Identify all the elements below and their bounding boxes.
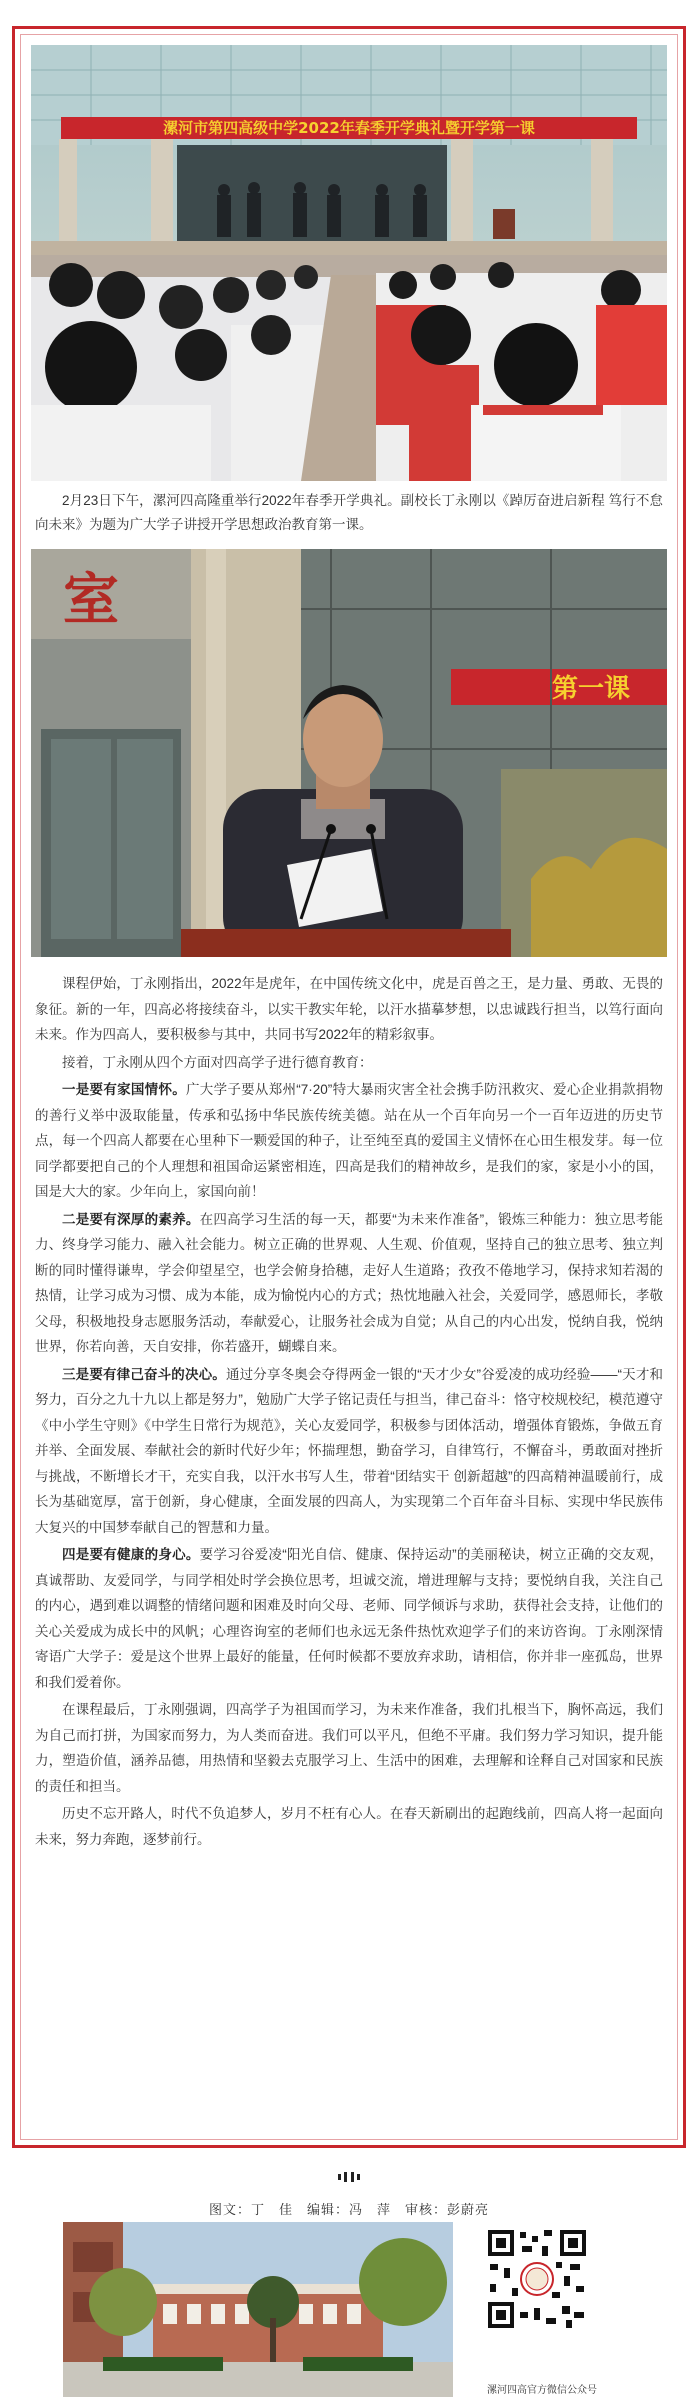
wall-sign-char: 室 xyxy=(63,568,119,633)
credits-line: 图文：丁 佳 编辑：冯 萍 审核：彭蔚亮 xyxy=(208,2202,489,2217)
paragraph-lead: 二是要有深厚的素养。 xyxy=(62,1211,200,1227)
speaker-photo xyxy=(31,549,667,957)
qr-caption: 漯河四高官方微信公众号 xyxy=(487,2385,597,2396)
paragraph: 历史不忘开路人，时代不负追梦人，岁月不枉有心人。在春天新刷出的起跑线前，四高人将一起面向未来，努力奔跑，逐梦前行。 xyxy=(35,1806,663,1847)
paragraph: 接着，丁永刚从四个方面对四高学子进行德育教育： xyxy=(62,1054,373,1070)
article-content xyxy=(31,45,667,1854)
ceremony-photo xyxy=(31,45,667,481)
paragraph: 在课程最后，丁永刚强调，四高学子为祖国而学习，为未来作准备，我们扎根当下，胸怀高远，我们为自己而打拼，为国家而努力，为人类而奋进。我们可以平凡，但绝不平庸。我们努力学习知识，提升能力，塑造价值，涵养品德，用热情和坚毅去克服学习上、生活中的困难，去理解和诠释自己对国家和民族的责任和担当。 xyxy=(35,1702,663,1794)
campus-photo xyxy=(63,2222,453,2397)
paragraph: 课程伊始，丁永刚指出，2022年是虎年，在中国传统文化中，虎是百兽之王，是力量、勇敢、无畏的象征。新的一年，四高必将接续奋斗，以实干教实年轮，以汗水描摹梦想，以忠诚践行担当，以笃行面向未来。作为四高人，要积极参与其中，共同书写2022年的精彩叙事。 xyxy=(35,976,663,1042)
ceremony-banner-text: 漯河市第四高级中学2022年春季开学典礼暨开学第一课 xyxy=(163,119,535,137)
section-end-icon xyxy=(337,2172,361,2182)
ceremony-caption: 2月23日下午，漯河四高隆重举行2022年春季开学典礼。副校长丁永刚以《踔厉奋进启新程 笃行不怠向未来》为题为广大学子讲授开学思想政治教育第一课。 xyxy=(35,493,663,532)
paragraph-lead: 三是要有律己奋斗的决心。 xyxy=(62,1366,226,1382)
paragraph: 一是要有家国情怀。广大学子要从郑州“7·20”特大暴雨灾害全社会携手防汛救灾、爱心企业捐款捐物的善行义举中汲取能量，传承和弘扬中华民族传统美德。站在从一个百年向另一个一百年迈进的历史节点，每一个四高人都要在心里种下一颗爱国的种子，让至纯至真的爱国主义情怀在心田生根发芽。每一位同学都要把自己的个人理想和祖国命运紧密相连，四高是我们的精神故乡，是我们的家，家是小小的国，国是大大的家。少年向上，家国向前！ xyxy=(35,1082,664,1199)
paragraph: 四是要有健康的身心。要学习谷爱凌“阳光自信、健康、保持运动”的美丽秘诀，树立正确的交友观，真诚帮助、友爱同学，与同学相处时学会换位思考，坦诚交流，增进理解与支持；要悦纳自我，关注自己的内心，遇到难以调整的情绪问题和困难及时向父母、老师、同学倾诉与求助，获得社会支持，让他们的关心关爱成为成长中的风帆；心理咨询室的老师们也永远无条件热忱欢迎学子们的来访咨询。丁永刚深情寄语广大学子：爱是这个世界上最好的能量，任何时候都不要放弃求助，请相信，你并非一座孤岛，世界和我们爱着你。 xyxy=(35,1547,664,1690)
speaker-banner-text: 第一课 xyxy=(551,674,631,704)
paragraph: 二是要有深厚的素养。在四高学习生活的每一天，都要“为未来作准备”，锻炼三种能力：独立思考能力、终身学习能力、融入社会能力。树立正确的世界观、人生观、价值观，坚持自己的独立思考、独立判断的同时懂得谦卑，学会仰望星空，也学会俯身拾穗，走好人生道路；孜孜不倦地学习，保持求知若渴的热情，让学习成为习惯、成为本能，成为愉悦内心的方式；热忱地融入社会，关爱同学，感恩师长，孝敬父母，积极地投身志愿服务活动，奉献爱心，让服务社会成为自觉；从自己的内心出发，悦纳自我，悦纳世界，你若向善，天自安排，你若盛开，蝴蝶自来。 xyxy=(35,1211,664,1354)
paragraph: 三是要有律己奋斗的决心。通过分享冬奥会夺得两金一银的“天才少女”谷爱凌的成功经验——“天才和努力，百分之九十九以上都是努力”，勉励广大学子铭记责任与担当，律己奋斗：恪守校规校纪，模范遵守《中小学生守则》《中学生日常行为规范》，关心友爱同学，积极参与团体活动，增强体育锻炼，争做五育并举、全面发展、奉献社会的新时代好少年；怀揣理想，勤奋学习，自律笃行，不懈奋斗，勇敢面对挫折与挑战，不断增长才干，充实自我，以汗水书写人生，带着“团结实干 创新超越”的四高精神温暖前行，成长为基础宽厚，富于创新，身心健康，全面发展的四高人，为实现第二个百年奋斗目标、实现中华民族伟大复兴的中国梦奉献自己的智慧和力量。 xyxy=(35,1366,663,1535)
paragraph-lead: 一是要有家国情怀。 xyxy=(62,1082,187,1097)
qr-code xyxy=(486,2228,588,2378)
paragraph-lead: 四是要有健康的身心。 xyxy=(62,1547,200,1562)
article-body xyxy=(35,971,663,1852)
